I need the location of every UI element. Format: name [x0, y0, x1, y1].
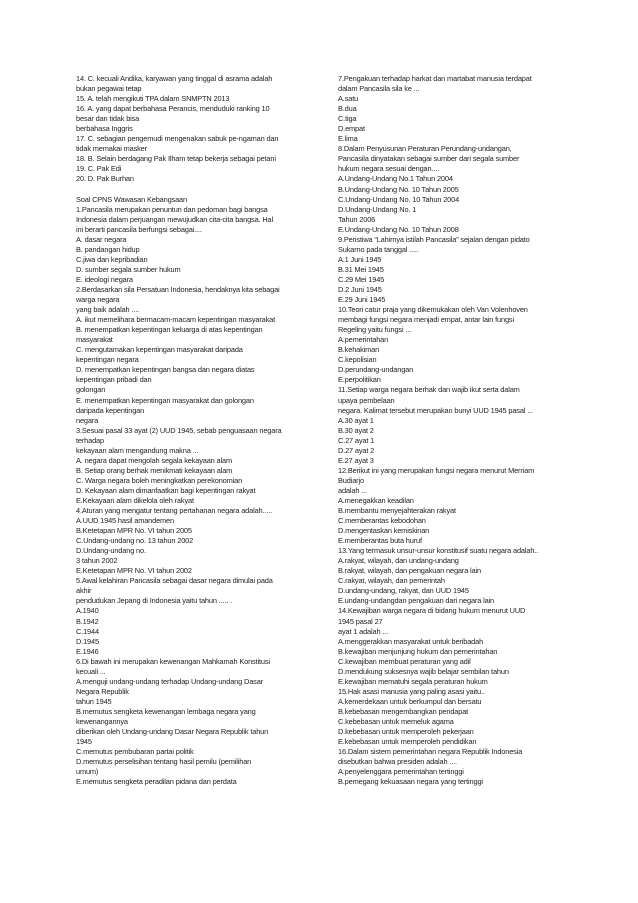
right-column-line: B.dua	[338, 104, 357, 114]
left-column-line: B. pandangan hidup	[76, 244, 140, 254]
right-column-line: A.1 Juni 1945	[338, 254, 382, 264]
right-column-line: D.Undang-Undang No. 1	[338, 204, 417, 214]
left-column-line: B.1942	[76, 616, 99, 626]
right-column-line: A.Undang-Undang No.1 Tahun 2004	[338, 174, 453, 184]
left-column-line: masyarakat	[76, 335, 113, 345]
left-column-line	[76, 185, 306, 195]
left-column-line: E.Kekayaan alam dikelola oleh rakyat	[76, 495, 194, 505]
right-column-line: B.kewajiban menjunjung hukum dan pemerintahan	[338, 646, 498, 656]
right-column-line: D.mengentaskan kemiskinan	[338, 526, 430, 536]
right-column-line: Pancasila dinyatakan sebagai sumber dari segala sumber	[338, 154, 520, 164]
right-column-line: A.30 ayat 1	[338, 415, 374, 425]
right-column-line: negara. Kalimat tersebut merupakan bunyi UUD 1945 pasal ...	[338, 405, 533, 415]
left-column-line: D. sumber segala sumber hukum	[76, 264, 181, 274]
left-column-line: E.Ketetapan MPR No. VI tahun 2002	[76, 566, 192, 576]
left-column-line: kecuali ...	[76, 666, 106, 676]
right-column-line: upaya pembelaan	[338, 395, 395, 405]
left-column-line: diberikan oleh Undang-undang Dasar Negara Republik tahun	[76, 727, 269, 737]
right-column	[338, 74, 572, 787]
right-column-line: A.rakyat, wilayah, dan undang-undang	[338, 556, 459, 566]
left-column-line: C. Warga negara boleh meningkatkan perekonomian	[76, 475, 243, 485]
left-column-line: bukan pegawai tetap	[76, 84, 142, 94]
left-column-line: kepentingan negara	[76, 355, 139, 365]
left-column-line: berbahasa Inggris	[76, 124, 133, 134]
left-column-line: C.jiwa dan kepribadian	[76, 254, 148, 264]
right-column-line: E.kebebasan untuk memperoleh pendidikan	[338, 737, 477, 747]
right-column-line: B.membantu menyejahterakan rakyat	[338, 506, 456, 516]
left-column-line: terhadap	[76, 435, 104, 445]
left-column-line: 1.Pancasila merupakan penuntun dan pedoman bagi bangsa	[76, 204, 268, 214]
right-column-line: C.rakyat, wilayah, dan pemerintah	[338, 576, 445, 586]
left-column-line: 20. D. Pak Burhan	[76, 174, 134, 184]
left-column-line: pendudukan Jepang di Indonesia yaitu tahun ..... .	[76, 596, 233, 606]
left-column-line: E. menempatkan kepentingan masyarakat dan golongan	[76, 395, 254, 405]
right-column-line: D.perundang-undangan	[338, 365, 414, 375]
left-column-line: A.UUD 1945 hasil amandemen	[76, 516, 174, 526]
right-column-line: C.29 Mei 1945	[338, 274, 385, 284]
left-column-line: negara	[76, 415, 99, 425]
left-column-line: kewenangannya	[76, 717, 128, 726]
left-column-line: E.1946	[76, 646, 99, 656]
right-column-line: 12.Berikut ini yang merupakan fungsi negara menurut Merriam	[338, 465, 535, 475]
right-column-line: 16.Dalam sistem pemerintahan negara Republik Indonesia	[338, 747, 523, 757]
right-column-line: Regeling yaitu fungsi ...	[338, 325, 412, 335]
left-column-line: A.1940	[76, 606, 99, 616]
left-column-line: D.memutus perselisihan tentang hasil pemilu (pemilihan	[76, 757, 252, 767]
left-column-line: yang baik adalah ....	[76, 305, 140, 315]
right-column-line: E.29 Juni 1945	[338, 295, 386, 305]
right-column-line: adalah ...	[338, 485, 367, 495]
right-column-line: B.31 Mei 1945	[338, 264, 384, 274]
left-column-line: kekayaan alam mengandung makna ...	[76, 445, 199, 455]
right-column-line: B.pemegang kekuasaan negara yang tertinggi	[338, 777, 483, 787]
right-column-line: C.kepolisian	[338, 355, 377, 365]
left-column-line: akhir	[76, 586, 92, 596]
left-column-line: A.menguji undang-undang terhadap Undang-undang Dasar	[76, 676, 263, 686]
left-column-line: ini berarti pancasila berfungsi sebagai....	[76, 224, 202, 234]
right-column-line: B.rakyat, wilayah, dan pengakuan negara lain	[338, 566, 481, 576]
left-column-line: warga negara	[76, 295, 120, 305]
left-column-line: D.1945	[76, 636, 99, 646]
right-column-line: D.empat	[338, 124, 365, 134]
left-column-line: tidak memakai masker	[76, 144, 147, 154]
right-column-line: D.2 Juni 1945	[338, 284, 382, 294]
right-column-line: 8.Dalam Penyusunan Peraturan Perundang-undangan,	[338, 144, 512, 154]
right-column-line: E.kewajiban mematuhi segala peraturan hukum	[338, 676, 488, 686]
right-column-line: Budiarjo	[338, 475, 364, 485]
right-column-line: 10.Teori catur praja yang dikemukakan oleh Van Volenhoven	[338, 305, 528, 315]
right-column-line: C.Undang-Undang No. 10 Tahun 2004	[338, 194, 460, 204]
right-column-line: E.Undang-Undang No. 10 Tahun 2008	[338, 224, 459, 234]
right-column-line: E.memberantas buta huruf	[338, 536, 422, 546]
left-column-line: D. Kekayaan alam dimanfaatkan bagi kepentingan rakyat	[76, 485, 256, 495]
left-column-line: C. mengutamakan kepentingan masyarakat daripada	[76, 345, 243, 355]
left-column-line: A. dasar negara	[76, 234, 127, 244]
right-column-line: D.mendukung suksesnya wajib belajar sembilan tahun	[338, 666, 509, 676]
right-column-line: 14.Kewajiban warga negara di bidang hukum menurut UUD	[338, 606, 526, 616]
right-column-line: A.kemerdekaan untuk berkumpul dan bersatu	[338, 696, 482, 706]
left-column-line: 4.Aturan yang mengatur tentang pertahanan negara adalah.....	[76, 506, 273, 516]
right-column-line: C.memberantas kebodohan	[338, 516, 426, 526]
left-column-line: 3 tahun 2002	[76, 556, 118, 566]
right-column-line: disebutkan bahwa presiden adalah ....	[338, 757, 457, 767]
left-column-line: C.Undang-undang no. 13 tahun 2002	[76, 536, 194, 546]
right-column-line: Tahun 2006	[338, 214, 376, 224]
right-column-line: C.kewajiban membuat peraturan yang adil	[338, 656, 471, 666]
left-column-line: kepentingan pribadi dan	[76, 375, 152, 385]
left-column-line: Negara Republik	[76, 686, 129, 696]
right-column-line: E.perpolitikan	[338, 375, 381, 385]
right-column-line: C.kebebasan untuk memeluk agama	[338, 717, 454, 726]
right-column-line: D.undang-undang, rakyat, dan UUD 1945	[338, 586, 469, 596]
left-column-line: tahun 1945	[76, 696, 112, 706]
left-column-line: 16. A. yang dapat berbahasa Perancis, menduduki ranking 10	[76, 104, 270, 114]
right-column-line: 9.Peristiwa “Lahirnya istilah Pancasila” sejalan dengan pidato	[338, 234, 530, 244]
left-column-line: Indonesia dalam perjuangan mewujudkan cita-cita bangsa. Hal	[76, 214, 273, 224]
right-column-line: C.tiga	[338, 114, 357, 124]
right-column-line: C.27 ayat 1	[338, 435, 375, 445]
right-column-line: A.penyelenggara pemerintahan tertinggi	[338, 767, 464, 777]
left-column-line: 19. C. Pak Edi	[76, 164, 122, 174]
right-column-line: A.satu	[338, 94, 359, 104]
left-column-line: B. Setiap orang berhak menikmati kekayaan alam	[76, 465, 233, 475]
right-column-line: D.27 ayat 2	[338, 445, 375, 455]
left-column-line: A. negara dapat mengolah segala kekayaan alam	[76, 455, 232, 465]
right-column-line: 13.Yang termasuk unsur-unsur konstitusif suatu negara adalah..	[338, 546, 539, 556]
right-column-line: E.lima	[338, 134, 358, 144]
left-column-line: 15. A. telah mengikuti TPA dalam SNMPTN 2013	[76, 94, 230, 104]
right-column-line: ayat 1 adalah ...	[338, 626, 389, 636]
right-column-line: A.menggerakkan masyarakat untuk beribadah	[338, 636, 484, 646]
right-column-line: B.kehakiman	[338, 345, 380, 355]
right-column-line: B.30 ayat 2	[338, 425, 374, 435]
right-column-line: A.menegakkan keadilan	[338, 495, 414, 505]
right-column-line: 11.Setiap warga negara berhak dan wajib ikut serta dalam	[338, 385, 520, 395]
left-column-line: B.Ketetapan MPR No. VI tahun 2005	[76, 526, 192, 536]
right-column-line: E.27 ayat 3	[338, 455, 374, 465]
left-column-line: 18. B. Selain berdagang Pak Ilham tetap bekerja sebagai petani	[76, 154, 276, 164]
right-column-line: B.Undang-Undang No. 10 Tahun 2005	[338, 184, 459, 194]
left-column-line: B. menempatkan kepentingan keluarga di atas kepentingan	[76, 325, 263, 335]
left-column-line: D.Undang-undang no.	[76, 546, 146, 556]
left-column-line: 6.Di bawah ini merupakan kewenangan Mahkamah Konstitusi	[76, 656, 270, 666]
left-column-line: 5.Awal kelahiran Pancasila sebagai dasar negara dimulai pada	[76, 576, 273, 586]
left-column-line: D. menempatkan kepentingan bangsa dan negara diatas	[76, 365, 255, 375]
right-column-line: B.kebebasan mengembangkan pendapat	[338, 706, 469, 716]
right-column-line: 1945 pasal 27	[338, 616, 383, 626]
left-column-line: besar dan tidak bisa	[76, 114, 140, 124]
left-column	[76, 74, 306, 787]
left-column-line: golongan	[76, 385, 106, 395]
left-column-line: 17. C. sebagian pengemudi mengenakan sabuk pe-ngaman dan	[76, 134, 279, 144]
left-column-line: umum)	[76, 767, 99, 777]
right-column-line: membagi fungsi negara menjadi empat, antar lain fungsi	[338, 315, 514, 325]
right-column-line: E.undang-undangdan pengakuan dari negara lain	[338, 596, 494, 606]
right-column-line: dalam Pancasila sila ke ...	[338, 84, 420, 94]
right-column-line: D.kebebasan untuk memperoleh pekerjaan	[338, 727, 474, 737]
right-column-line: A.pemerintahan	[338, 335, 389, 345]
left-column-line: A. ikut memelihara bermacam-macam kepentingan masyarakat	[76, 315, 276, 325]
left-column-line: C.memutus pembubaran partai politik	[76, 747, 194, 757]
left-column-line: Soal CPNS Wawasan Kebangsaan	[76, 194, 187, 204]
right-column-line: Sukarno pada tanggal .....	[338, 244, 419, 254]
left-column-line: E. ideologi negara	[76, 274, 133, 284]
right-column-line: 15.Hak asasi manusia yang paling asasi yaitu..	[338, 686, 485, 696]
left-column-line: C.1944	[76, 626, 99, 636]
left-column-line: 2.Berdasarkan sila Persatuan Indonesia, hendaknya kita sebagai	[76, 284, 280, 294]
right-column-line: hukum negara sesuai dengan....	[338, 164, 440, 174]
right-column-line: 7.Pengakuan terhadap harkat dan martabat manusia terdapat	[338, 74, 532, 83]
left-column-line: E.memutus sengketa peradilan pidana dan perdata	[76, 777, 237, 787]
left-column-line: B.memutus sengketa kewenangan lembaga negara yang	[76, 706, 256, 716]
left-column-line: daripada kepentingan	[76, 405, 145, 415]
left-column-line: 14. C. kecuali Andika, karyawan yang tinggal di asrama adalah	[76, 74, 273, 83]
left-column-line: 1945	[76, 737, 92, 747]
left-column-line: 3.Sesuai pasal 33 ayat (2) UUD 1945, sebab penguasaan negara	[76, 425, 282, 435]
